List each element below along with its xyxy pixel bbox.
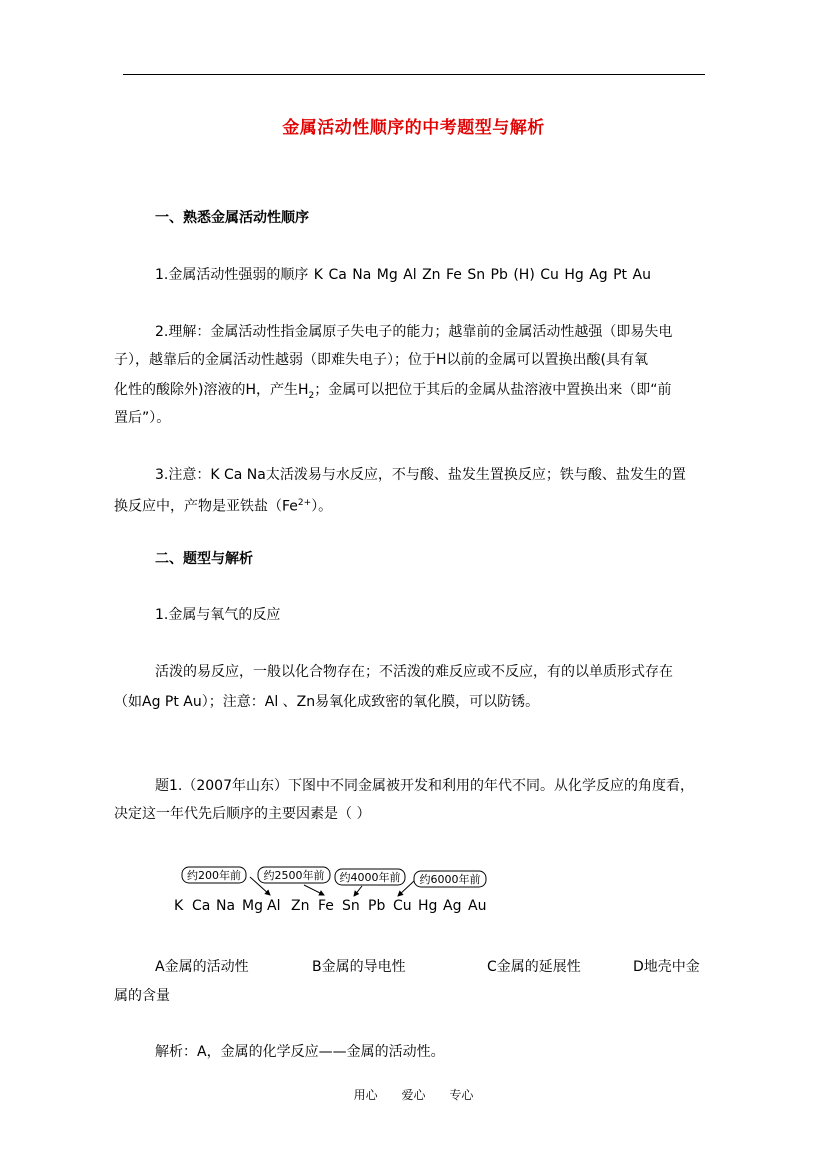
footer-text-2: 爱心 bbox=[401, 1088, 426, 1102]
option-c: C金属的延展性 bbox=[487, 959, 581, 975]
page-title: 金属活动性顺序的中考题型与解析 bbox=[282, 118, 545, 138]
arrow-3 bbox=[354, 886, 362, 896]
metal-symbol: Au bbox=[468, 898, 487, 914]
metal-symbol: Na bbox=[216, 898, 236, 914]
option-d: D地壳中金 bbox=[633, 959, 700, 975]
metal-symbol: Zn bbox=[291, 898, 310, 914]
section1-item2-line1: 2.理解：金属活动性指金属原子失电子的能力；越靠前的金属活动性越强（即易失电 bbox=[155, 324, 673, 340]
analysis: 解析：A，金属的化学反应——金属的活动性。 bbox=[155, 1044, 445, 1060]
section1-item2-line3: 化性的酸除外)溶液的H，产生$H_2$；金属可以把位于其后的金属从盐溶液中置换出来（即“前 bbox=[114, 382, 672, 401]
option-b: B金属的导电性 bbox=[312, 959, 406, 975]
era-label-1: 约200年前 bbox=[187, 869, 241, 882]
metal-symbol: Pb bbox=[368, 898, 386, 914]
metal-symbol: Sn bbox=[342, 898, 360, 914]
option-d-cont: 属的含量 bbox=[114, 988, 170, 1004]
metal-era-figure bbox=[172, 863, 492, 915]
section1-item3-line2: 换反应中，产物是亚铁盐$(Fe^{2+})$。 bbox=[114, 498, 333, 515]
section2-para-line2: （如Ag Pt Au）；注意：Al 、Zn易氧化成致密的氧化膜，可以防锈。 bbox=[114, 694, 540, 710]
section1-heading: 一、熟悉金属活动性顺序 bbox=[155, 210, 309, 226]
metal-symbol: Mg bbox=[242, 898, 263, 914]
question-line1: 题1.（2007年山东）下图中不同金属被开发和利用的年代不同。从化学反应的角度看， bbox=[155, 778, 694, 794]
metal-symbol: Hg bbox=[418, 898, 438, 914]
arrow-2 bbox=[304, 885, 324, 895]
metal-symbol: Ca bbox=[192, 898, 211, 914]
footer bbox=[0, 1086, 827, 1103]
question-line2: 决定这一年代先后顺序的主要因素是（ ） bbox=[114, 806, 371, 822]
footer-text-3: 专心 bbox=[449, 1088, 474, 1102]
section1-item2-line2: 子），越靠后的金属活动性越弱（即难失电子）；位于H以前的金属可以置换出酸(具有氧 bbox=[114, 352, 648, 368]
era-label-2: 约2500年前 bbox=[263, 869, 325, 882]
metal-symbol: Ag bbox=[443, 898, 462, 914]
section1-item2-line4: 置后”）。 bbox=[114, 410, 171, 426]
metal-symbol: Cu bbox=[393, 898, 412, 914]
option-a: A金属的活动性 bbox=[155, 959, 249, 975]
section1-item1: 1.金属活动性强弱的顺序 K Ca Na Mg Al Zn Fe Sn Pb (H) Cu Hg Ag Pt Au bbox=[155, 267, 651, 283]
footer-text-1: 用心 bbox=[353, 1088, 378, 1102]
section2-para-line1: 活泼的易反应，一般以化合物存在；不活泼的难反应或不反应，有的以单质形式存在 bbox=[155, 664, 673, 680]
section1-item3-line1: 3.注意：K Ca Na太活泼易与水反应，不与酸、盐发生置换反应；铁与酸、盐发生的置 bbox=[155, 467, 686, 483]
era-label-3: 约4000年前 bbox=[339, 871, 401, 884]
section2-sub1: 1.金属与氧气的反应 bbox=[155, 607, 281, 623]
metal-symbol: Fe bbox=[318, 898, 334, 914]
era-label-4: 约6000年前 bbox=[419, 873, 481, 886]
header-rule bbox=[123, 74, 705, 75]
metal-symbol: K bbox=[174, 898, 184, 914]
section2-heading: 二、题型与解析 bbox=[155, 551, 253, 567]
metal-symbol: Al bbox=[267, 898, 281, 914]
